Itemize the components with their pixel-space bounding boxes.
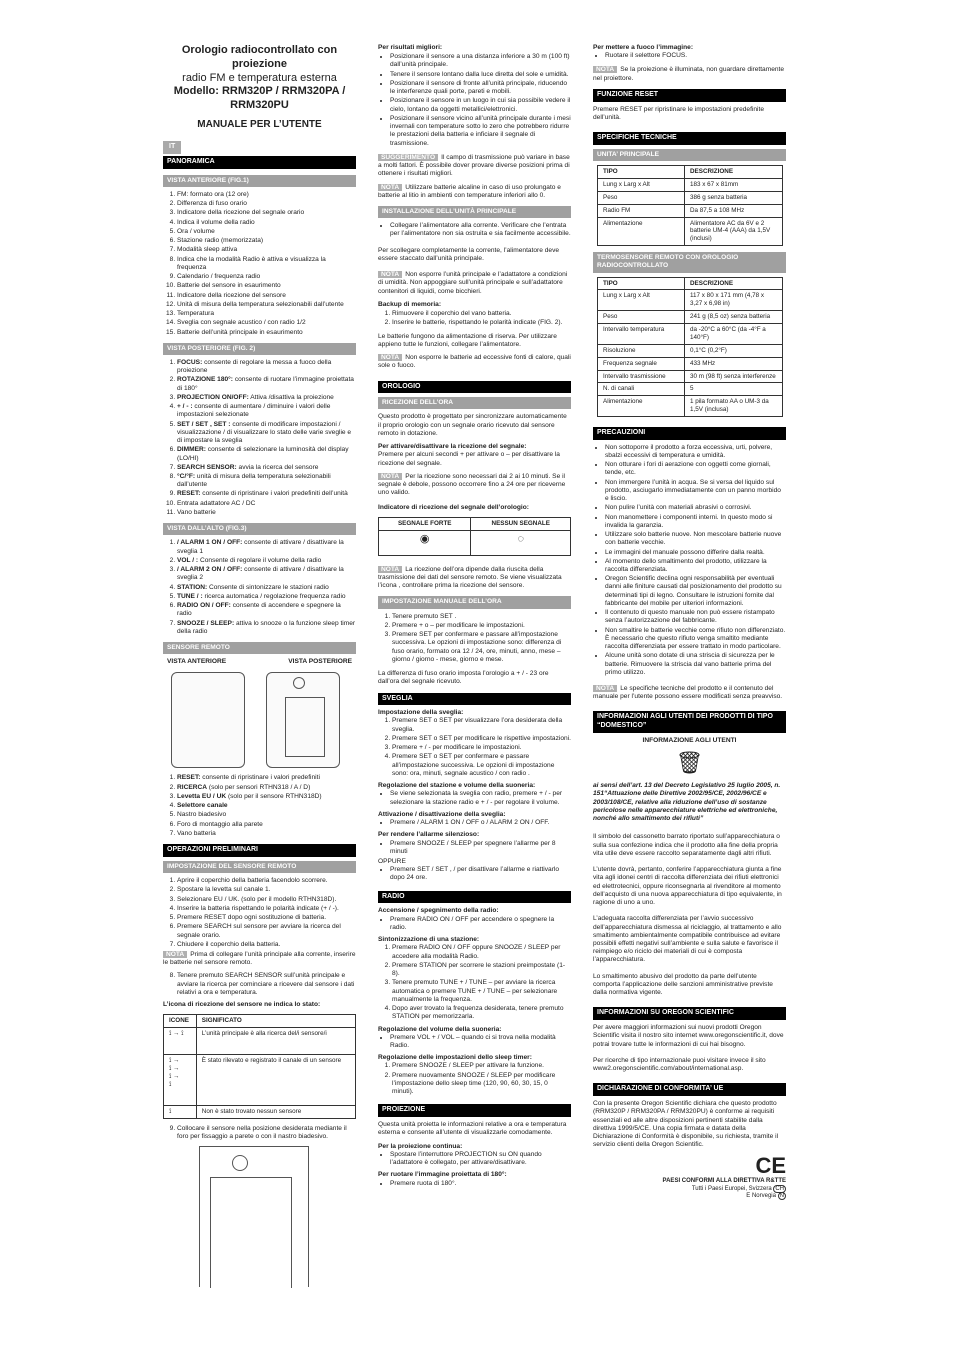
table-cell: 30 m (98 ft) senza interferenze xyxy=(685,370,783,383)
weee-2: L’utente dovrà, pertanto, conferire l’apparecchiatura giunta a fine vita agli idonei centri di raccolta differenziata dei rifiuti elettronici ed elettrotecnici, oppure riconsegnarla al rivenditore al momento dell’acquisto di una nuova apparecchiatura di tipo equivalente, in ragione di uno a uno. xyxy=(593,866,782,907)
nota-8: NOTA Le specifiche tecniche del prodotto e il contenuto del manuale per l’utente possono essere modificati senza preavviso. xyxy=(593,685,783,701)
section-orologio: OROLOGIO xyxy=(378,381,571,394)
svg-list xyxy=(378,717,571,778)
item-key: SEARCH SENSOR: xyxy=(177,463,237,471)
section-panoramica: PANORAMICA xyxy=(163,156,356,169)
list-item: 8. Indica che la modalità Radio è attiva e visualizza la frequenza xyxy=(177,256,356,272)
strong-signal-icon: ◉ xyxy=(379,530,471,555)
table-cell: Peso xyxy=(598,311,685,324)
ch-badge: CH xyxy=(775,1185,784,1192)
wall-hole-icon xyxy=(232,1155,248,1171)
nota-1: NOTA Prima di collegare l’unità principale alla corrente, inserire le batterie nel sensore remoto. xyxy=(163,950,356,967)
op-list-9: 9. Collocare il sensore nella posizione desiderata mediante il foro per fissaggio a parete o con il nastro biadesivo. xyxy=(163,1125,356,1141)
list-item xyxy=(177,421,356,446)
item-key: RICERCA xyxy=(177,783,208,791)
list-item: 2. Differenza di fuso orario xyxy=(177,200,356,208)
list-item: 1. Premere SET o SET per visualizzare l’ora desiderata della sveglia. xyxy=(392,717,571,733)
sensor-body-icon xyxy=(210,1177,292,1288)
sensor-front-image xyxy=(171,672,245,768)
table-cell: 433 MHz xyxy=(685,357,783,370)
list-item xyxy=(177,784,356,792)
list-item: 3. Premere + / - per modificare le impostazioni. xyxy=(392,744,571,752)
no-signal-icon: ◌ xyxy=(471,530,571,555)
item-key: SET / SET , SET : xyxy=(177,420,231,428)
ruot-list: • Premere ruota di 180°. xyxy=(378,1180,571,1188)
list-item xyxy=(177,464,356,472)
paesi-title: PAESI CONFORMI ALLA DIRETTIVA R&TTE xyxy=(662,1178,786,1185)
list-item: • Tenere il sensore lontano dalla luce diretta del sole e umidità. xyxy=(390,71,571,79)
nota-2: NOTA Utilizzare batterie alcaline in caso di uso prolungato e batterie al litio in ambienti con temperature inferiori allo 0. xyxy=(378,183,561,199)
item-desc: Nastro biadesivo xyxy=(177,811,227,819)
oppure: OPPURE xyxy=(378,858,406,865)
list-item: 3. Premere SET per confermare e passare all’impostazione successiva. Le opzioni di impostazione sono: differenza di fuso orario, formato ora 12 / 24, ore, minuti, anno, mese – giorno / giorno - mese, giorno e mese. xyxy=(392,631,571,664)
section-impostazione-sensore: IMPOSTAZIONE DEL SENSORE REMOTO xyxy=(163,861,356,873)
list-item xyxy=(177,811,356,819)
list-item: • Il contenuto di questo manuale non può essere ristampato senza l’autorizzazione del fabbricante. xyxy=(605,609,786,625)
column-3 xyxy=(593,44,786,1201)
item-key: RADIO ON / OFF: xyxy=(177,602,231,610)
section-operazioni: OPERAZIONI PRELIMINARI xyxy=(163,844,356,857)
sleep-title: Regolazione delle impostazioni dello sleep timer: xyxy=(378,1054,532,1062)
doc-title: Orologio radiocontrollato con proiezione xyxy=(181,44,338,70)
vol-title: Regolazione del volume della suoneria: xyxy=(378,1025,502,1033)
info-utenti: INFORMAZIONE AGLI UTENTI xyxy=(642,736,737,744)
weee-3: L’adeguata raccolta differenziata per l’avvio successivo dell’apparecchiatura dismessa al riciclaggio, al trattamento e allo smaltimento ambientalmente compatibile contribuisce ad evitare possibili effetti negativi sull’ambiente e sulla salute e favorisce il reimpiego e/o riciclo dei materiali di cui è composta l’apparecchiatura. xyxy=(593,915,782,964)
sint-title: Sintonizzazione di una stazione: xyxy=(378,936,480,944)
column-2 xyxy=(378,44,571,1190)
oregon-2: Per ricerche di tipo internazionale puoi visitare invece il sito www2.oregonscientific.com/about/international.asp. xyxy=(593,1056,766,1073)
section-termo: TERMOSENSORE REMOTO CON OROLOGIO RADIOCONTROLLATO xyxy=(593,252,786,272)
item-desc: Consente di sintonizzare le stazioni radio xyxy=(207,583,329,591)
table-cell: Alimentazione xyxy=(598,396,685,417)
section-imp-manuale: IMPOSTAZIONE MANUALE DELL’ORA xyxy=(378,596,571,608)
list-item: 3. Tenere premuto TUNE + / TUNE – per avviare la ricerca automatica o premere TUNE + / TUNE – per selezionare manualmente la frequenza. xyxy=(392,979,571,1004)
table-cell: Lung x Larg x Alt xyxy=(598,290,685,311)
item-key: SNOOZE / SLEEP: xyxy=(177,619,235,627)
sensor-list xyxy=(163,774,356,838)
list-item: 1. FM: formato ora (12 ore) xyxy=(177,191,356,199)
table-cell: Intervallo temperatura xyxy=(598,324,685,345)
oregon-1: Per avere maggiori informazioni sui nuovi prodotti Oregon Scientific visita il nostro sito internet www.oregonscientific.it, dove potrai trovare tutte le informazioni di cui hai bisogno. xyxy=(593,1024,784,1048)
item-key: FOCUS: xyxy=(177,358,203,366)
item-desc: consente di attivare / disattivare la sveglia 2 xyxy=(177,566,344,582)
list-item xyxy=(177,539,356,555)
reg-list: • Se viene selezionata la sveglia con radio, premere + / - per selezionare la stazione radio e + / - per regolare il volume. xyxy=(378,790,571,806)
list-item: 2. Premere + o – per modificare le impostazioni. xyxy=(392,622,571,630)
list-item: • Non sottoporre il prodotto a forza eccessiva, urti, polvere, sbalzi eccessivi di temperatura e umidità. xyxy=(605,444,786,460)
att-title: Attivazione / disattivazione della sveglia: xyxy=(378,810,506,818)
list-item: 2. Premere nuovamente SNOOZE / SLEEP per modificare l’impostazione dello sleep time (120, 90, 60, 30, 15, 0 minuti). xyxy=(392,1072,571,1097)
item-key: / ALARM 2 ON / OFF: xyxy=(177,566,243,574)
list-item xyxy=(177,830,356,838)
sil-list: • Premere SNOOZE / SLEEP per spegnere l’allarme per 8 minuti xyxy=(378,840,571,856)
list-item: 15. Batterie dell’unità principale in esaurimento xyxy=(177,329,356,337)
icon-table: ICONE SIGNIFICATO ⟟ → ⟟ L’unità principale è alla ricerca del/i sensore/i ⟟ → ⟟ → ⟟ → ⟟ È stato rilevato e registrato il canale di un sensore ⟟ Non è stato trovato nessun sensore xyxy=(163,1014,356,1119)
wall-mount-figure xyxy=(199,1146,309,1287)
table-row xyxy=(598,357,783,370)
op-list xyxy=(163,877,356,949)
nota-3: NOTA Non esporre l’unità principale e l’adattatore a condizioni di umidità. Non appoggiare sull’unità principale e sull’adattatore contenitori di liquidi, come bicchieri. xyxy=(378,271,568,295)
ce-mark-icon: CE xyxy=(755,1153,786,1179)
list-item: 5. Premere RESET dopo ogni sostituzione di batteria. xyxy=(177,914,356,922)
list-item xyxy=(177,793,356,801)
list-item: • Posizionare il sensore di fronte all’unità principale, riducendo le interferenze quali porte, pareti e mobili. xyxy=(390,80,571,96)
section-vista-posteriore: VISTA POSTERIORE (FIG. 2) xyxy=(163,343,356,355)
sil-title: Per rendere l’allarme silenzioso: xyxy=(378,831,480,839)
table-row xyxy=(598,204,783,217)
table-row xyxy=(598,324,783,345)
item-desc: Vano batterie xyxy=(177,508,216,516)
table-cell: Lung x Larg x Alt xyxy=(598,179,685,192)
table-cell: Alimentazione xyxy=(598,217,685,246)
prec-list xyxy=(593,444,786,677)
backup-title: Backup di memoria: xyxy=(378,300,442,308)
inst-p: Per scollegare completamente la corrente, l’alimentatore deve essere staccato dall’unità principale. xyxy=(378,246,560,262)
item-desc: (solo per il sensore RTHN318D) xyxy=(226,792,322,800)
section-vista-alto: VISTA DALL’ALTO (FIG.3) xyxy=(163,523,356,535)
conformita-p: Con la presente Oregon Scientific dichiara che questo prodotto (RRM320P / RRM320PA / RRM320PU) è conforme ai requisiti essenziali ed alle altre disposizioni pertinenti stabilite dalla direttiva 1999/5/CE. Una copia firmata e datata della Dichiarazione di Conformità è disponibile, su richiesta, tramite il servizio clienti della Oregon Scientific. xyxy=(593,1100,779,1149)
list-item: 1. Tenere premuto SET . xyxy=(392,613,571,621)
list-item: • Non manomettere i componenti interni. In questo modo si invalida la garanzia. xyxy=(605,514,786,530)
table-cell: da -20°C a 60°C (da -4°F a 140°F) xyxy=(685,324,783,345)
item-key: / ALARM 1 ON / OFF: xyxy=(177,539,243,547)
item-desc: consente di modificare impostazioni / visualizzazione / di visualizzare lo stato delle varie sveglie e di impostare la sveglia xyxy=(177,420,352,445)
list-item xyxy=(177,394,356,402)
section-reset: FUNZIONE RESET xyxy=(593,89,786,102)
section-installazione: INSTALLAZIONE DELL’UNITÀ PRINCIPALE xyxy=(378,206,571,218)
item-desc: Vano batteria xyxy=(177,829,216,837)
lang-badge: IT xyxy=(163,141,181,154)
table-cell: Intervallo trasmissione xyxy=(598,370,685,383)
termo-table xyxy=(597,277,783,417)
nota-4: NOTA Non esporre le batterie ad eccessive fonti di calore, quali sole o fuoco. xyxy=(378,354,571,370)
sensor-view-labels xyxy=(163,658,356,666)
table-header: DESCRIZIONE xyxy=(685,277,783,290)
section-ricezione: RICEZIONE DELL’ORA xyxy=(378,397,571,409)
table-cell: 241 g (8,5 oz) senza batteria xyxy=(685,311,783,324)
sensor-front-label: VISTA ANTERIORE xyxy=(167,658,227,666)
list-item: • Non smaltire le batterie vecchie come rifiuto non differenziato. È necessario che questo rifiuto venga smaltito mediante raccolta differenziata per essere trattato in modo particolare. xyxy=(605,627,786,652)
table-cell: N. di canali xyxy=(598,383,685,396)
item-desc: Entrata adattatore AC / DC xyxy=(177,499,256,507)
list-item: 2. Spostare la levetta sul canale 1. xyxy=(177,886,356,894)
item-desc: consente di ripristinare i valori predefiniti dell’unità xyxy=(200,490,348,498)
table-cell: Da 87,5 a 108 MHz xyxy=(685,204,783,217)
sil2-list: • Premere SET / SET , / per disattivare l’allarme e riattivarlo dopo 24 ore. xyxy=(378,866,571,882)
list-item: • Non immergere l’unità in acqua. Se si versa del liquido sul prodotto, asciugarlo immediatamente con un panno morbido e liscio. xyxy=(605,479,786,504)
table-row xyxy=(598,383,783,396)
cont-title: Per la proiezione continua: xyxy=(378,1142,463,1150)
item-key: Levetta EU / UK xyxy=(177,792,227,800)
searching-icon: ⟟ → ⟟ xyxy=(164,1028,197,1055)
imp-p: La differenza di fuso orario imposta l’orologio a + / - 23 ore dall’ora del segnale ricevuto. xyxy=(378,670,549,686)
list-item: 1. Rimuovere il coperchio del vano batteria. xyxy=(392,310,571,318)
column-1 xyxy=(163,44,356,1287)
item-desc: (solo per sensori RTHN318 / A / D) xyxy=(207,783,311,791)
section-sensore: SENSORE REMOTO xyxy=(163,642,356,654)
back-list xyxy=(163,359,356,517)
item-key: TUNE / : xyxy=(177,592,203,600)
item-desc: ricerca automatica / regolazione frequenza radio xyxy=(202,592,346,600)
risultati-title: Per risultati migliori: xyxy=(378,44,443,51)
list-item: 13. Temperatura xyxy=(177,310,356,318)
list-item: 4. Premere SET o SET per confermare e passare all’impostazione successiva. Le opzioni di impostazione sono: ora, minuti, segnale acustico / con radio . xyxy=(392,753,571,778)
table-row xyxy=(598,179,783,192)
list-item xyxy=(177,602,356,618)
table-cell: Radio FM xyxy=(598,204,685,217)
item-key: RESET: xyxy=(177,774,201,782)
section-info-oregon: INFORMAZIONI SU OREGON SCIENTIFIC xyxy=(593,1007,786,1020)
item-desc: consente di ruotare l’immagine proiettata di 180° xyxy=(177,376,354,392)
nota-5: NOTA Per la ricezione sono necessari dai 2 ai 10 minuti. Se il segnale è debole, possono occorrere fino a 24 ore per riceverne uno valido. xyxy=(378,472,566,497)
not-found-icon: ⟟ xyxy=(164,1106,197,1119)
table-cell: 117 x 80 x 171 mm (4,78 x 3,27 x 6,98 in) xyxy=(685,290,783,311)
reg-title: Regolazione del stazione e volume della suoneria: xyxy=(378,782,536,790)
icon-table-title: L’icona di ricezione del sensore ne indica lo stato: xyxy=(163,1001,321,1009)
section-vista-anteriore: VISTA ANTERIORE (FIG.1) xyxy=(163,175,356,187)
item-desc: consente di selezionare la luminosità del display (LO/HI) xyxy=(177,446,349,462)
table-header: DESCRIZIONE xyxy=(685,166,783,179)
list-item: 1. Aprire il coperchio della batteria facendolo scorrere. xyxy=(177,877,356,885)
doc-model: Modello: RRM320P / RRM320PA / RRM320PU xyxy=(173,85,346,111)
item-desc: attiva lo snooze o la funzione sleep timer della radio xyxy=(177,619,356,635)
paesi-line-2: E Norvegia N xyxy=(746,1193,784,1200)
list-item: 10. Batterie del sensore in esaurimento xyxy=(177,282,356,290)
item-desc: consente di ripristinare i valori predefiniti xyxy=(200,774,320,782)
doc-subtitle: radio FM e temperatura esterna xyxy=(182,71,337,84)
section-proiezione: PROIEZIONE xyxy=(378,1104,571,1117)
weee-bin-icon: 🗑 xyxy=(675,750,704,776)
vol-list: • Premere VOL + / VOL – quando ci si trova nella modalità Radio. xyxy=(378,1034,571,1050)
item-key: PROJECTION ON/OFF: xyxy=(177,393,249,401)
fuoco-title: Per mettere a fuoco l’immagine: xyxy=(593,44,694,51)
list-item xyxy=(177,584,356,592)
ricezione-p: Questo prodotto è progettato per sincronizzare automaticamente il proprio orologio con un segnale orario ricevuto dal sensore remoto in dotazione. xyxy=(378,413,567,437)
table-row xyxy=(598,191,783,204)
acc-title: Accensione / spegnimento della radio: xyxy=(378,907,499,915)
list-item: 3. Indicatore della ricezione del segnale orario xyxy=(177,209,356,217)
item-desc: consente di attivare / disattivare la sveglia 1 xyxy=(177,539,344,555)
table-row xyxy=(598,370,783,383)
list-item xyxy=(177,566,356,582)
table-row xyxy=(598,217,783,246)
table-cell: 1 pila formato AA o UM-3 da 1,5V (inclusa) xyxy=(685,396,783,417)
item-desc: consente di accendere e spegnere la radio xyxy=(177,602,341,618)
item-key: VOL / : xyxy=(177,556,199,564)
list-item: 1. Premere RADIO ON / OFF oppure SNOOZE / SLEEP per accedere alla modalità Radio. xyxy=(392,944,571,960)
list-item xyxy=(177,359,356,375)
list-item: 4. Inserire la batteria rispettando le polarità indicate (+ / -). xyxy=(177,905,356,913)
list-item xyxy=(177,473,356,489)
item-key: RESET: xyxy=(177,490,201,498)
table-row xyxy=(598,344,783,357)
found-icon: ⟟ → ⟟ → ⟟ → ⟟ xyxy=(164,1055,197,1106)
list-item: • Posizionare il sensore in un luogo in cui sia possibile vedere il cielo, lontano da oggetti metallici/elettronici. xyxy=(390,97,571,113)
list-item: • Utilizzare solo batterie nuove. Non mescolare batterie nuove con batterie vecchie. xyxy=(605,531,786,547)
list-item: 4. Dopo aver trovato la frequenza desiderata, tenere premuto STATION per memorizzarla. xyxy=(392,1005,571,1021)
list-item: 2. Inserire le batterie, rispettando le polarità indicate (FIG. 2). xyxy=(392,319,571,327)
list-item: • Al momento dello smaltimento del prodotto, utilizzare la raccolta differenziata. xyxy=(605,558,786,574)
list-item xyxy=(177,620,356,636)
table-row xyxy=(598,290,783,311)
list-item xyxy=(177,509,356,517)
item-desc: Consente di regolare il volume della radio xyxy=(198,556,322,564)
table-header: TIPO xyxy=(598,166,685,179)
list-item xyxy=(177,490,356,498)
table-cell: Peso xyxy=(598,191,685,204)
risultati-list xyxy=(378,53,571,148)
section-sveglia: SVEGLIA xyxy=(378,693,571,706)
sint-list xyxy=(378,944,571,1021)
list-item: 6. Stazione radio (memorizzata) xyxy=(177,237,356,245)
list-item xyxy=(177,802,356,810)
list-item: • Alcune unità sono dotate di una striscia di sicurezza per le batterie. Rimuovere la striscia dal vano batterie prima del primo utilizzo. xyxy=(605,652,786,677)
battery-compartment-icon xyxy=(285,697,325,757)
sensor-back-image xyxy=(266,672,340,768)
list-item xyxy=(177,446,356,462)
inst-list: • Collegare l’alimentatore alla corrente. Verificare che l’entrata per l’alimentatore non sia ostruita e sia facilmente accessibile. xyxy=(378,222,571,238)
op-list-8: 8. Tenere premuto SEARCH SENSOR sull’unità principale e avviare la ricerca per cominciare a ricevere dal sensore i dati relativi a ora e temperatura. xyxy=(163,972,356,997)
weee-4: Lo smaltimento abusivo del prodotto da parte dell’utente comporta l’applicazione delle sanzioni amministrative previste dalla normativa vigente. xyxy=(593,972,773,997)
table-cell: Risoluzione xyxy=(598,344,685,357)
table-cell: 0,1°C (0,2°F) xyxy=(685,344,783,357)
signal-table: SEGNALE FORTE NESSUN SEGNALE ◉ ◌ xyxy=(378,517,571,556)
list-item: 9. Calendario / frequenza radio xyxy=(177,273,356,281)
top-list xyxy=(163,539,356,636)
reset-p: Premere RESET per ripristinare le impostazioni predefinite dell’unità. xyxy=(593,105,765,121)
item-desc: Foro di montaggio alla parete xyxy=(177,820,263,828)
list-item: • Non otturare i fori di aerazione con oggetti come giornali, tende, etc. xyxy=(605,461,786,477)
n-badge: N xyxy=(779,1193,784,1200)
item-key: °C/°F: xyxy=(177,473,196,481)
backup-p: Le batterie fungono da alimentazione di riserva. Per utilizzare appieno tutte le funzioni, collegare l’alimentatore. xyxy=(378,332,557,348)
item-key: + / - : xyxy=(177,403,193,411)
list-item: 12. Unità di misura della temperatura selezionabili dall’utente xyxy=(177,301,356,309)
list-item: 2. Premere SET o SET per modificare le rispettive impostazioni. xyxy=(392,735,571,743)
ruot-title: Per ruotare l’immagine proiettata di 180°: xyxy=(378,1171,507,1179)
list-item: 1. Premere SNOOZE / SLEEP per attivare la funzione. xyxy=(392,1062,571,1070)
paesi-line-1: Tutti i Paesi Europei, Svizzera CH xyxy=(691,1185,784,1192)
list-item xyxy=(177,557,356,565)
pro-p: Questa unità proietta le informazioni relative a ora e temperatura esterna e consente all’utente di visualizzarle comodamente. xyxy=(378,1121,567,1137)
item-desc: Attiva /disattiva la proiezione xyxy=(248,393,334,401)
ric-att-title: Per attivare/disattivare la ricezione del segnale: xyxy=(378,443,527,451)
list-item: 14. Sveglia con segnale acustico / con radio 1/2 xyxy=(177,319,356,327)
section-radio: RADIO xyxy=(378,891,571,904)
cont-list: • Spostare l’interruttore PROJECTION su ON quando l’adattatore è collegato, per attivare/disattivare. xyxy=(378,1151,571,1167)
item-key: DIMMER: xyxy=(177,446,206,454)
fuoco-list: • Ruotare il selettore FOCUS. xyxy=(593,52,786,60)
item-key: ROTAZIONE 180°: xyxy=(177,376,234,384)
weee-1: Il simbolo del cassonetto barrato riportato sull’apparecchiatura o sulla sua confezione indica che il prodotto alla fine della propria vita utile deve essere raccolto separatamente dagli altri rifiuti. xyxy=(593,833,780,857)
mounting-hole-icon xyxy=(293,677,305,689)
table-cell: 386 g senza batteria xyxy=(685,191,783,204)
section-conformita: DICHIARAZIONE DI CONFORMITA’ UE xyxy=(593,1083,786,1096)
ric-att: Premere per alcuni secondi + per attivare o – per disattivare la ricezione del segnale. xyxy=(378,451,560,467)
table-cell: Frequenza segnale xyxy=(598,357,685,370)
sensor-back-label: VISTA POSTERIORE xyxy=(288,658,352,666)
table-cell: 183 x 67 x 81mm xyxy=(685,179,783,192)
list-item: • Non pulire l’unità con materiali abrasivi o corrosivi. xyxy=(605,504,786,512)
list-item xyxy=(177,376,356,392)
nota-7: NOTA Se la proiezione è illuminata, non guardare direttamente nel proiettore. xyxy=(593,66,785,82)
list-item: 7. Modalità sleep attiva xyxy=(177,246,356,254)
nota-6: NOTA La ricezione dell’ora dipende dalla riuscita della trasmissione dei dati del sensore remoto. Se viene visualizzata l’icona , controllare prima la ricezione del sensore. xyxy=(378,565,562,590)
sensor-figure xyxy=(163,670,356,770)
list-item xyxy=(177,774,356,782)
list-item: • Posizionare il sensore vicino all’unità principale durante i mesi invernali con temperature sotto lo zero che potrebbero ridurre le prestazioni della batteria e inficiare il segnale di trasmissione. xyxy=(390,115,571,148)
backup-list xyxy=(378,310,571,327)
list-item xyxy=(177,593,356,601)
suggerimento: SUGGERIMENTO Il campo di trasmissione può variare in base a molti fattori. È possibile dover provare diverse posizioni prima di ottenere i risultati migliori. xyxy=(378,153,570,178)
table-cell: 5 xyxy=(685,383,783,396)
item-key: Selettore canale xyxy=(177,802,228,810)
list-item: 5. Ora / volume xyxy=(177,228,356,236)
decreto: ai sensi dell’art. 13 del Decreto Legislativo 25 luglio 2005, n. 151“Attuazione delle Direttive 2002/95/CE, 2002/96/CE e 2003/108/CE, relative alla riduzione dell’uso di sostanze pericolose nelle apparecchiature elettriche ed elettroniche, nonché allo smaltimento dei rifiuti” xyxy=(593,782,781,823)
table-row xyxy=(598,396,783,417)
acc-list: • Premere RADIO ON / OFF per accendere o spegnere la radio. xyxy=(378,916,571,932)
table-row xyxy=(598,311,783,324)
doc-manual: MANUALE PER L’UTENTE xyxy=(197,118,322,130)
imp-list xyxy=(378,613,571,664)
item-desc: consente di regolare la messa a fuoco della proiezione xyxy=(177,358,332,375)
list-item: 11. Indicatore della ricezione del sensore xyxy=(177,292,356,300)
list-item: 4. Indica il volume della radio xyxy=(177,219,356,227)
list-item xyxy=(177,821,356,829)
svg-title: Impostazione della sveglia: xyxy=(378,709,464,717)
section-precauzioni: PRECAUZIONI xyxy=(593,427,786,440)
item-desc: avvia la ricerca del sensore xyxy=(236,463,319,471)
list-item: 2. Premere STATION per scorrere le stazioni preimpostate (1-8). xyxy=(392,962,571,978)
list-item: • Oregon Scientific declina ogni responsabilità per eventuali danni alle finiture causati dal posizionamento del prodotto su determinati tipi di legno. Consultare le istruzioni fornite dal fabbricante del mobile per ulteriori informazioni. xyxy=(605,575,786,608)
table-header: TIPO xyxy=(598,277,685,290)
att-list: • Premere / ALARM 1 ON / OFF o / ALARM 2 ON / OFF. xyxy=(378,819,571,827)
list-item xyxy=(177,500,356,508)
list-item: • Le immagini del manuale possono differire dalla realtà. xyxy=(605,549,786,557)
section-unita: UNITA’ PRINCIPALE xyxy=(593,149,786,161)
sleep-list xyxy=(378,1062,571,1096)
item-desc: consente di aumentare / diminuire i valori delle impostazioni selezionate xyxy=(177,403,331,419)
item-key: STATION: xyxy=(177,583,208,591)
list-item: 6. Premere SEARCH sul sensore per avviare la ricerca del segnale orario. xyxy=(177,923,356,939)
unit-table xyxy=(597,165,783,246)
section-specifiche: SPECIFICHE TECNICHE xyxy=(593,132,786,145)
ind-title: Indicatore di ricezione del segnale dell’orologio: xyxy=(378,503,529,511)
table-cell: Alimentatore AC da 6V e 2 batterie UM-4 (AAA) da 1,5V (inclusi) xyxy=(685,217,783,246)
list-item: • Posizionare il sensore a una distanza inferiore a 30 m (100 ft) dall’unità principale. xyxy=(390,53,571,69)
front-list xyxy=(163,191,356,337)
section-info-dom: INFORMAZIONI AGLI UTENTI DEI PRODOTTI DI TIPO “DOMESTICO” xyxy=(593,711,786,733)
list-item: 7. Chiudere il coperchio della batteria. xyxy=(177,941,356,949)
list-item xyxy=(177,403,356,419)
item-desc: unità di misura della temperatura selezionabili dall’utente xyxy=(177,473,331,489)
list-item: 3. Selezionare EU / UK. (solo per il modello RTHN318D). xyxy=(177,896,356,904)
